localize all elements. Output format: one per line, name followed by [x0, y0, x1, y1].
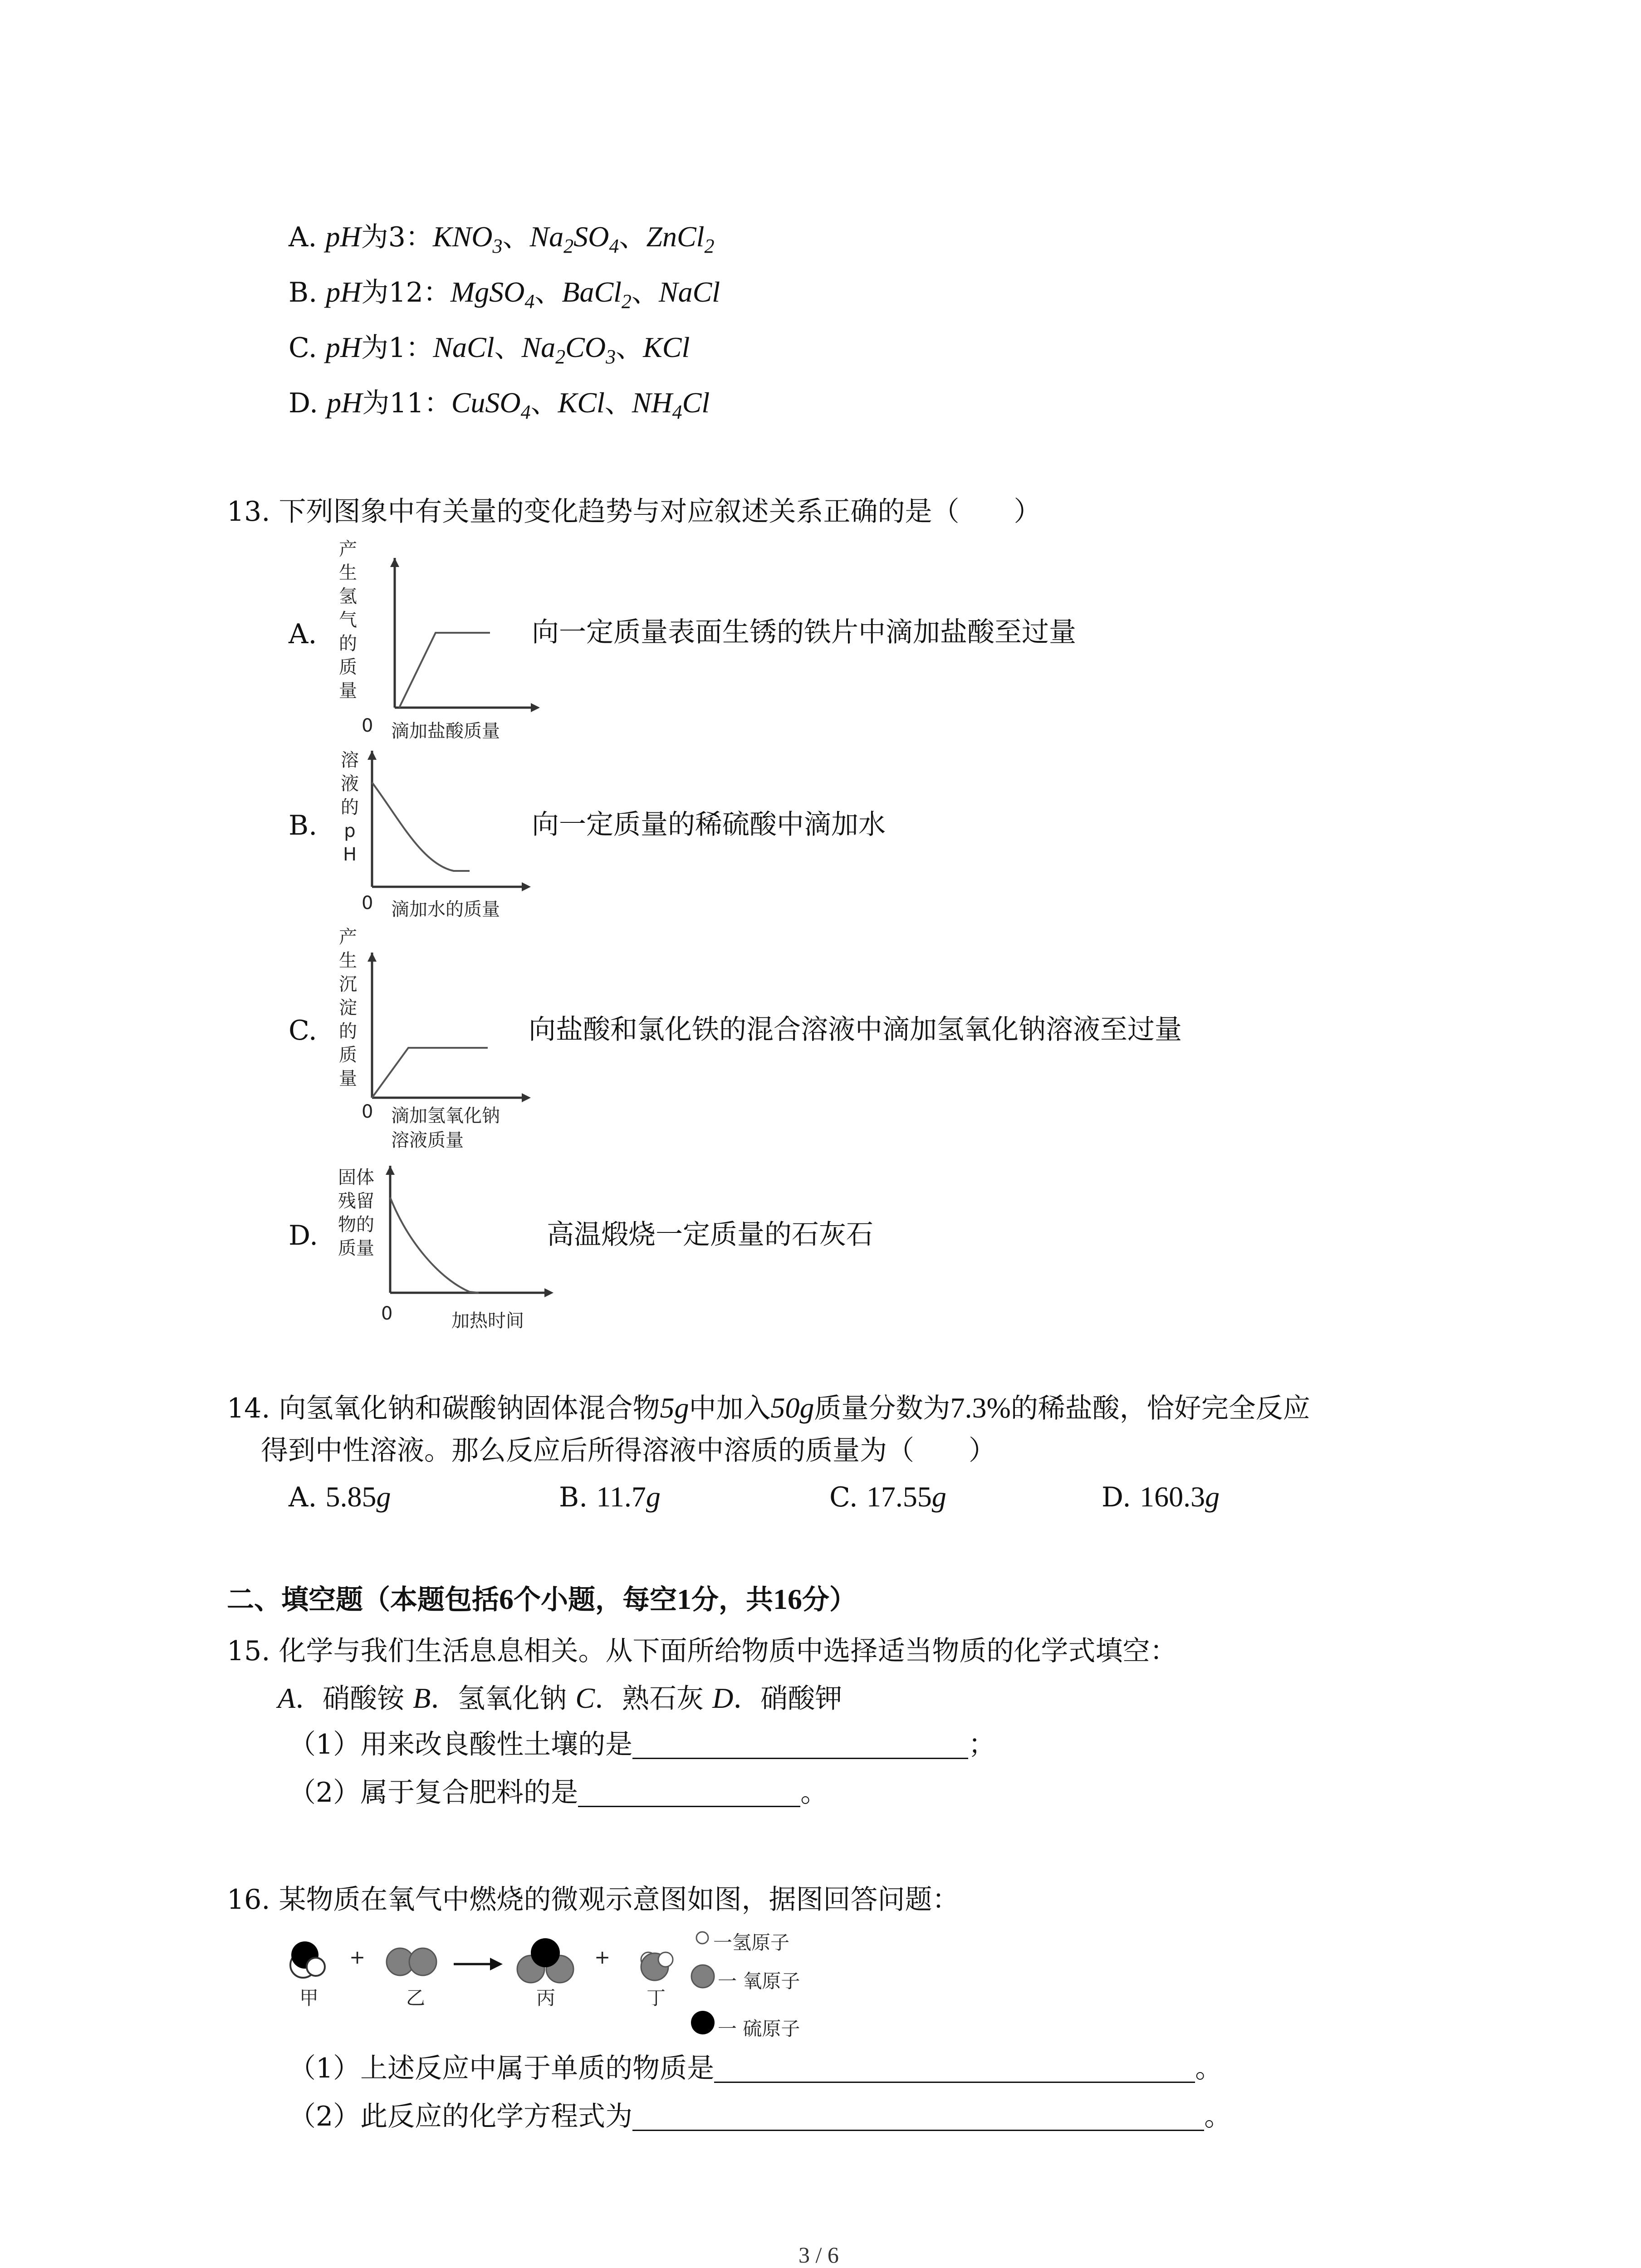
formula-nacl: NaCl [658, 276, 720, 308]
origin-label: 0 [362, 715, 373, 736]
q14-percent: 7.3% [950, 1392, 1011, 1424]
sulfur-atom-icon [691, 2010, 715, 2035]
choice-letter: D. [1102, 1481, 1132, 1513]
option-letter: B. [289, 277, 318, 308]
choice-letter: A. [289, 1481, 317, 1513]
option-text: ．熟石灰 [595, 1683, 713, 1715]
q14-choice-b [559, 1482, 661, 1511]
section-heading [227, 1585, 857, 1614]
origin-label: 0 [362, 893, 373, 914]
heading-part: 个小题，每空 [514, 1584, 677, 1616]
formula-cuso4: CuSO$_4$ [451, 386, 531, 423]
heading-number: 16 [773, 1583, 802, 1615]
choice-value: 17.55 [866, 1481, 932, 1513]
q14-choice-c [829, 1482, 946, 1511]
q14-text-part: 14. 向氢氧化钠和碳酸钠固体混合物 [227, 1393, 660, 1424]
y-axis-label: 产生氢气的质量 [339, 539, 357, 701]
molecule-yi [381, 1944, 449, 1980]
punctuation: 。 [1204, 2101, 1232, 2132]
option-letter: C. [289, 1015, 317, 1046]
heading-number: 6 [499, 1583, 514, 1615]
sub-question-text: （2）此反应的化学方程式为 [289, 2101, 633, 2132]
option-letter: D. [289, 387, 318, 419]
graph-a [363, 558, 544, 721]
arrow-icon [454, 1955, 504, 1973]
option-letter: D [712, 1682, 734, 1714]
label-bing: 丙 [536, 1987, 556, 2009]
q15-sub2 [289, 1779, 828, 1807]
option-text: 向一定质量的稀硫酸中滴加水 [532, 809, 886, 841]
label-ding: 丁 [647, 1987, 666, 2009]
molecule-bing [513, 1930, 581, 1989]
formula-mgso4: MgSO$_4$ [450, 276, 535, 313]
q14-choice-d [1102, 1482, 1220, 1511]
ph-label: pH [325, 220, 361, 253]
graph-c [345, 953, 544, 1107]
heading-part: 分，共 [691, 1584, 773, 1616]
choice-unit: g [931, 1481, 946, 1513]
answer-blank[interactable] [578, 1780, 800, 1807]
molecule-ding [628, 1937, 678, 1987]
formula-nh4cl: $NH_4Cl$ [632, 386, 710, 423]
label-yi: 乙 [406, 1987, 426, 2009]
choice-value: 5.85 [325, 1481, 377, 1513]
q14-text-part: 质量分数为 [814, 1393, 950, 1424]
y-axis-label: 溶液的pH [341, 750, 359, 865]
page-number: 3 / 6 [798, 2242, 839, 2268]
q16-sub2 [289, 2103, 1231, 2131]
origin-label: 0 [362, 1101, 373, 1122]
ph-condition: 为1： [361, 332, 433, 364]
graph-d [358, 1166, 558, 1302]
label-jia: 甲 [299, 1987, 319, 2009]
molecule-jia [281, 1937, 336, 1982]
x-axis-label: 滴加氢氧化钠 [391, 1105, 500, 1126]
option-letter: C [575, 1682, 595, 1714]
option-text: ．氢氧化钠 [431, 1683, 576, 1715]
ph-condition: 为12： [361, 277, 451, 308]
q15-sub1 [289, 1731, 995, 1759]
punctuation: ； [968, 1729, 996, 1760]
q16-sub1 [289, 2055, 1222, 2083]
x-axis-label: 滴加水的质量 [391, 899, 500, 920]
y-axis-label: 产生沉淀的质量 [339, 927, 357, 1089]
sub-question-text: （1）上述反应中属于单质的物质是 [289, 2053, 715, 2084]
punctuation: 。 [1195, 2053, 1223, 2084]
plus-sign: + [349, 1946, 366, 1968]
option-text: ．硝酸铵 [295, 1683, 413, 1715]
legend-sulfur: 一 硫原子 [718, 2018, 800, 2040]
choice-unit: g [1205, 1481, 1220, 1513]
q15-options-line [278, 1684, 842, 1713]
choice-value: 160.3 [1140, 1481, 1205, 1513]
answer-blank[interactable] [632, 2104, 1204, 2131]
ph-label: pH [325, 331, 362, 363]
q16-stem: 16. 某物质在氧气中燃烧的微观示意图如图，据图回答问题： [227, 1884, 960, 1916]
formula-kcl: KCl [643, 331, 690, 363]
q14-text-part: 的稀盐酸，恰好完全反应 [1010, 1393, 1310, 1424]
q14-mass-acid: 50g [770, 1392, 814, 1424]
heading-part: 分） [802, 1584, 857, 1616]
q14-mass-mixture: 5g [660, 1392, 689, 1424]
sub-question-text: （1）用来改良酸性土壤的是 [289, 1729, 633, 1760]
q12-option-a: A. pH为3：$KNO_3$、$Na_2SO_4$、ZnCl$_2$ [289, 220, 715, 257]
x-axis-label: 滴加盐酸质量 [391, 721, 500, 742]
ph-label: pH [326, 276, 362, 308]
formula-kcl: KCl [558, 386, 605, 419]
q12-option-b: B. pH为12：MgSO$_4$、BaCl$_2$、NaCl [289, 276, 720, 313]
q14-stem-line2: 得到中性溶液。那么反应后所得溶液中溶质的质量为（ ） [261, 1435, 996, 1466]
option-text: 高温煅烧一定质量的石灰石 [547, 1219, 873, 1251]
ph-label: pH [327, 386, 362, 419]
legend-oxygen: 一 氧原子 [718, 1970, 800, 1992]
oxygen-atom-icon [691, 1964, 715, 1989]
option-text: 向一定质量表面生锈的铁片中滴加盐酸至过量 [532, 616, 1076, 648]
origin-label: 0 [381, 1303, 393, 1324]
formula-kno3: $KNO_3$ [432, 220, 503, 257]
option-letter: A. [289, 221, 317, 253]
answer-blank[interactable] [632, 1732, 968, 1759]
option-letter: A [278, 1682, 296, 1714]
q14-stem-line1 [227, 1393, 1310, 1422]
legend-hydrogen: 一氢原子 [713, 1931, 790, 1954]
x-axis-label: 加热时间 [451, 1310, 524, 1331]
q12-option-d: D. pH为11：CuSO$_4$、KCl、$NH_4Cl$ [289, 386, 710, 423]
option-letter: C. [289, 332, 317, 364]
choice-unit: g [376, 1481, 391, 1513]
q14-text-part: 中加入 [689, 1393, 771, 1424]
option-letter: B. [289, 810, 318, 841]
option-letter: B [413, 1682, 431, 1714]
option-letter: D. [289, 1220, 318, 1251]
q13-stem: 13. 下列图象中有关量的变化趋势与对应叙述关系正确的是（ ） [227, 496, 1041, 528]
answer-blank[interactable] [714, 2056, 1195, 2083]
plus-sign: + [594, 1946, 611, 1968]
formula-na2so4: $Na_2SO_4$ [529, 220, 619, 257]
hydrogen-atom-icon [693, 1929, 711, 1947]
formula-zncl2: ZnCl$_2$ [646, 220, 715, 257]
heading-number: 1 [677, 1583, 691, 1615]
choice-letter: C. [829, 1481, 858, 1513]
formula-nacl: NaCl [433, 331, 495, 363]
ph-condition: 为3： [361, 221, 433, 253]
choice-value: 11.7 [596, 1481, 646, 1513]
heading-part: 二、填空题（本题包括 [227, 1584, 499, 1616]
graph-b [345, 751, 544, 896]
sub-question-text: （2）属于复合肥料的是 [289, 1777, 578, 1809]
choice-unit: g [646, 1481, 661, 1513]
ph-condition: 为11： [362, 387, 451, 419]
punctuation: 。 [800, 1777, 828, 1809]
q12-option-c: C. pH为1：NaCl、$Na_2CO_3$、KCl [289, 331, 690, 368]
x-axis-label-line2: 溶液质量 [391, 1130, 464, 1151]
y-axis-label: 固体残留物的质量 [338, 1167, 374, 1259]
choice-letter: B. [559, 1481, 588, 1513]
formula-na2co3: $Na_2CO_3$ [521, 331, 616, 368]
q15-stem: 15. 化学与我们生活息息相关。从下面所给物质中选择适当物质的化学式填空： [227, 1635, 1177, 1667]
formula-bacl2: BaCl$_2$ [562, 276, 632, 313]
option-letter: A. [289, 618, 317, 650]
option-text: ．硝酸钾 [733, 1683, 843, 1715]
q14-choice-a [289, 1482, 391, 1511]
option-text: 向盐酸和氯化铁的混合溶液中滴加氢氧化钠溶液至过量 [529, 1014, 1182, 1046]
